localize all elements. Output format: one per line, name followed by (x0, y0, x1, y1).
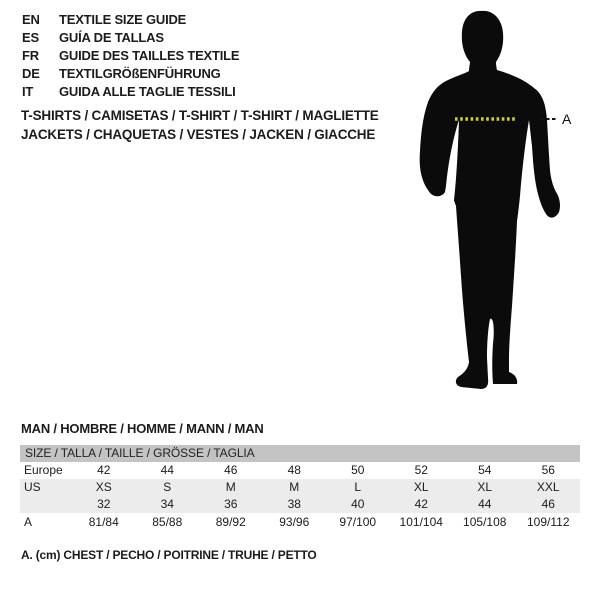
size-cell: 101/104 (399, 515, 443, 529)
category-tshirts: T-SHIRTS / CAMISETAS / T-SHIRT / T-SHIRT / MAGLIETTE (21, 108, 379, 123)
language-row-de (22, 65, 239, 83)
table-row-europe (20, 462, 580, 479)
size-cell: 38 (287, 497, 301, 511)
size-cell: 46 (541, 497, 555, 511)
chest-measure-label: A (562, 111, 572, 127)
size-cell: L (354, 480, 362, 494)
size-cell: 89/92 (215, 515, 246, 529)
size-cell: XXL (536, 480, 560, 494)
man-silhouette-figure (413, 6, 583, 394)
size-cell: 93/96 (279, 515, 310, 529)
size-cell: 81/84 (88, 515, 119, 529)
table-row-us-numbers (20, 496, 580, 513)
row-label (20, 496, 72, 513)
man-silhouette-svg (413, 6, 583, 394)
table-row-chest-a (20, 513, 580, 531)
size-cell: 34 (160, 497, 174, 511)
size-cell: S (163, 480, 172, 494)
size-cell: M (289, 480, 300, 494)
chest-footnote: A. (cm) CHEST / PECHO / POITRINE / TRUHE / PETTO (21, 548, 317, 562)
table-row-us-letters (20, 479, 580, 496)
language-label: GUIDE DES TAILLES TEXTILE (59, 48, 240, 63)
man-silhouette-path (420, 11, 560, 389)
row-label: US (24, 480, 41, 494)
size-cell: 97/100 (339, 515, 377, 529)
language-code: EN (22, 12, 40, 27)
size-cell: 44 (160, 463, 174, 477)
language-code: IT (22, 84, 34, 99)
row-label: Europe (24, 463, 63, 477)
size-cell: 40 (351, 497, 365, 511)
size-cell: 105/108 (463, 515, 507, 529)
size-cell: 54 (478, 463, 492, 477)
language-list (22, 11, 239, 101)
size-cell: 48 (287, 463, 301, 477)
language-code: FR (22, 48, 39, 63)
size-cell: XL (477, 480, 493, 494)
size-cell: XS (95, 480, 112, 494)
size-cell: 44 (478, 497, 492, 511)
language-label: TEXTILGRÖßENFÜHRUNG (59, 66, 221, 81)
size-cell: 42 (414, 497, 428, 511)
language-label: GUIDA ALLE TAGLIE TESSILI (59, 84, 236, 99)
size-cell: 50 (351, 463, 365, 477)
size-table (20, 445, 580, 531)
size-cell: 52 (414, 463, 428, 477)
language-row-fr (22, 47, 239, 65)
size-cell: 42 (97, 463, 111, 477)
garment-categories (21, 107, 379, 144)
section-title-man: MAN / HOMBRE / HOMME / MANN / MAN (21, 421, 264, 436)
language-row-it (22, 83, 239, 101)
size-cell: 56 (541, 463, 555, 477)
language-code: ES (22, 30, 39, 45)
size-cell: 109/112 (527, 515, 570, 529)
category-jackets: JACKETS / CHAQUETAS / VESTES / JACKEN / GIACCHE (21, 126, 376, 142)
language-label: GUÍA DE TALLAS (59, 30, 164, 45)
size-cell: 46 (224, 463, 238, 477)
row-label: A (24, 515, 33, 529)
size-cell: 85/88 (152, 515, 183, 529)
language-row-en (22, 11, 239, 29)
size-table-header: SIZE / TALLA / TAILLE / GRÖSSE / TAGLIA (20, 445, 580, 462)
language-code: DE (22, 66, 40, 81)
language-row-es (22, 29, 239, 47)
size-cell: M (225, 480, 236, 494)
language-label: TEXTILE SIZE GUIDE (59, 12, 187, 27)
size-cell: XL (413, 480, 429, 494)
size-cell: 36 (224, 497, 238, 511)
size-cell: 32 (97, 497, 111, 511)
